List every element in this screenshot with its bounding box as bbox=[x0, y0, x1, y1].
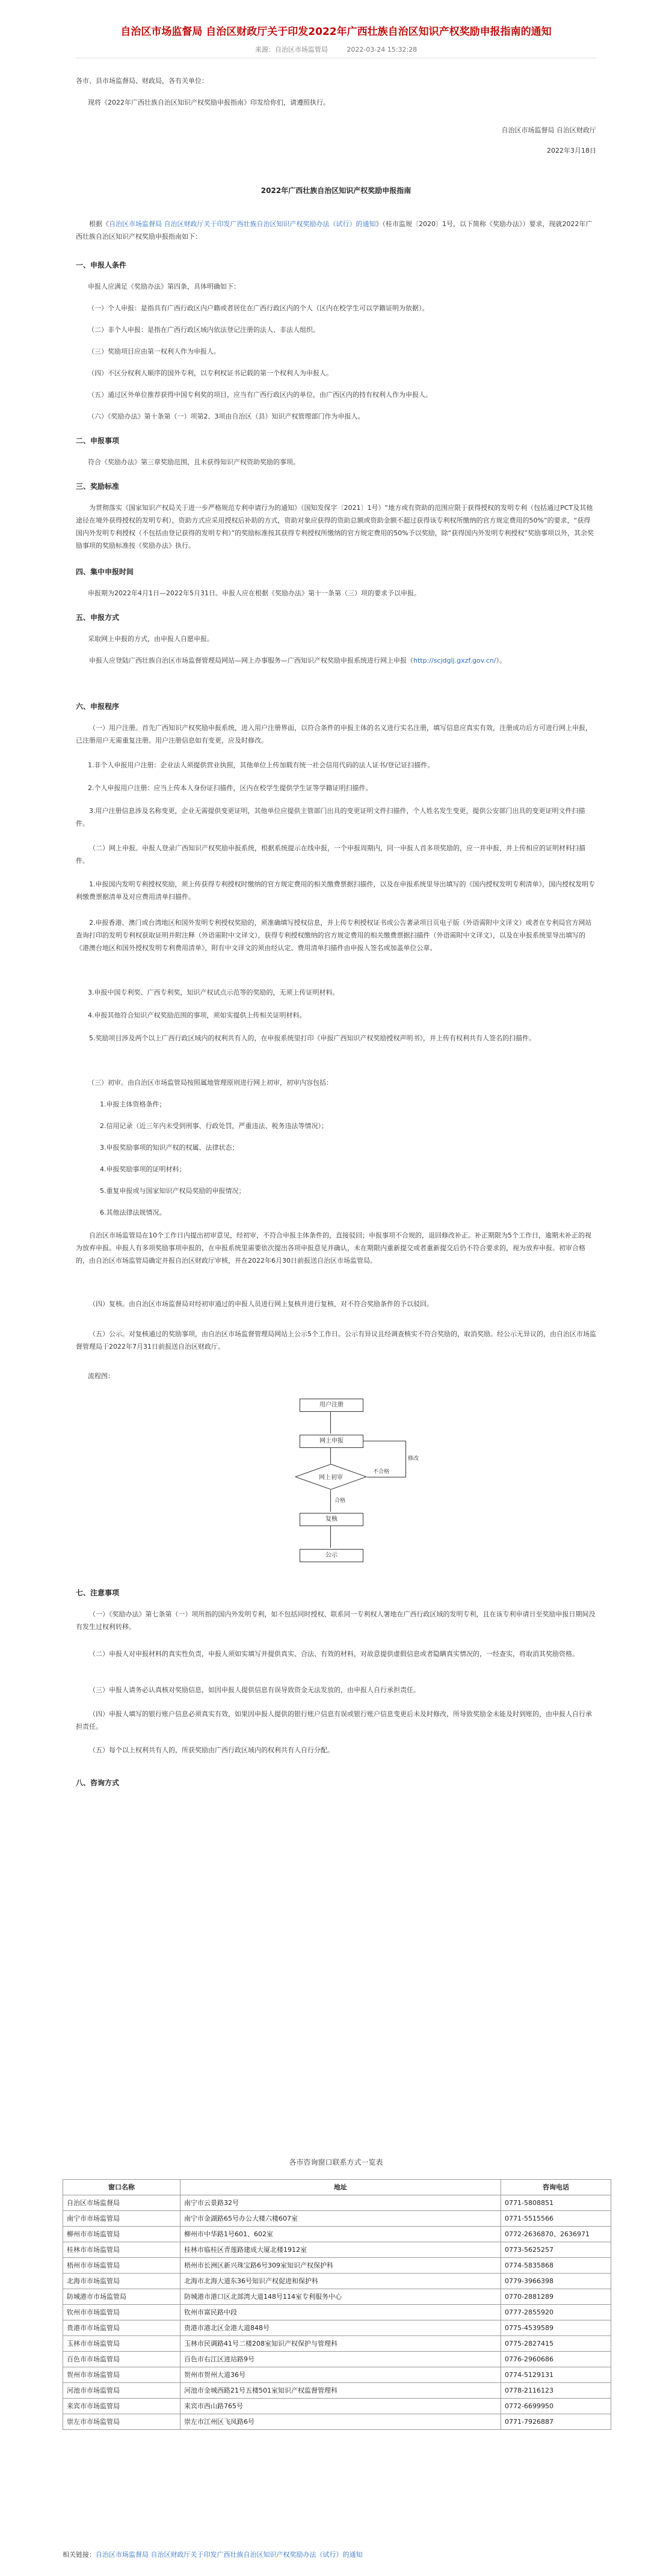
table-cell: 桂林市市场监管局 bbox=[63, 2242, 180, 2258]
flow-connector bbox=[330, 1448, 331, 1464]
table-cell: 防城港市市场监管局 bbox=[63, 2289, 180, 2305]
list-item: （二）申报人对申报材料的真实性负责，申报人须如实填写并提供真实、合法、有效的材料，对故意提供虚假信息或者隐瞒真实情况的，一经查实，将取消其奖励资格。 bbox=[89, 1650, 579, 1658]
list-item: （五）通过区外单位推荐获得中国专利奖的项目，应当有广西行政区内的单位，由广西区内的持有权利人作为申报人。 bbox=[88, 391, 432, 399]
list-item: （五）每个以上权利共有人的，所获奖励由广西行政区域内的权利共有人自行分配。 bbox=[89, 1746, 334, 1754]
list-item: （六）《奖励办法》第十条第（一）项第2、3项由自治区（县）知识产权管理部门作为申报人。 bbox=[88, 412, 365, 420]
table-cell: 贺州市市场监管局 bbox=[63, 2367, 180, 2383]
list-item: 5.重复申报或与国家知识产权局奖励的申报情况； bbox=[100, 1187, 245, 1195]
table-cell: 贺州市贺州大道36号 bbox=[180, 2367, 501, 2383]
guide-title: 2022年广西壮族自治区知识产权奖励申报指南 bbox=[260, 186, 412, 195]
list-item: 1.申报国内发明专利授权奖励，须上传获得专利授权时缴纳的官方规定费用的相关缴费票据扫描件，以及在申报系统里导出填写的《国内授权发明专利清单》，国内授权发明专利缴费票据清单及对应费用清单扫描件。 bbox=[76, 880, 595, 901]
paragraph: 申报期为2022年4月1日—2022年5月31日。申报人应在根据《奖励办法》第十一条第（三）项的要求予以申报。 bbox=[88, 589, 421, 597]
paragraph: （五）公示。对复核通过的奖励事项，由自治区市场监督管理局网站上公示5个工作日。公示有异议且经调查核实不符合奖励的，取消奖励。经公示无异议的，由自治区市场监督管理局于2022年7月31日前报送自治区财政厅。 bbox=[76, 1330, 596, 1351]
section-heading: 一、申报人条件 bbox=[76, 261, 127, 269]
table-row bbox=[63, 2258, 611, 2274]
table-cell: 0777-2855920 bbox=[501, 2305, 611, 2320]
table-cell: 自治区市场监督局 bbox=[63, 2195, 180, 2211]
table-row bbox=[63, 2399, 611, 2414]
table-row bbox=[63, 2367, 611, 2383]
table-cell: 0774-5835868 bbox=[501, 2258, 611, 2274]
table-cell: 桂林市临桂区青莲路建成大厦北楼1912室 bbox=[180, 2242, 501, 2258]
list-item: 3.申报奖励事项的知识产权的权属、法律状态； bbox=[100, 1144, 239, 1152]
table-cell: 崇左市市场监管局 bbox=[63, 2414, 180, 2430]
table-cell: 南宁市金湖路65号办公大楼六楼607室 bbox=[180, 2211, 501, 2227]
table-cell: 玉林市市场监管局 bbox=[63, 2336, 180, 2352]
table-cell: 玉林市民调路41号二楼208室知识产权保护与管理科 bbox=[180, 2336, 501, 2352]
table-row bbox=[63, 2227, 611, 2242]
list-item: （四）不区分权利人顺序的国外专利，以专利权证书记载的第一个权利人为申报人。 bbox=[88, 369, 333, 377]
list-item: （三）奖励项目应由第一权利人作为申报人。 bbox=[88, 348, 220, 355]
section-heading: 五、申报方式 bbox=[76, 613, 120, 622]
list-item: 2.申报香港、澳门或台湾地区和国外发明专利授权奖励的，须准确填写授权信息，并上传专利授权证书或公告著录项目页电子版（外语需附中文译文）或者在专利局官方网站查询打印的发明专利权获取证明并附注释（外语需附中文译文），获得专利授权缴纳的官方规定费用的相关缴费票据扫描件（外语需附中文译文），以及在申报系统里导出填写的《港澳台地区和国外授权发明专利费用清单》，附有中文译文的须由经认定、费用清单扫描件由申报人签名或加盖单位公章。 bbox=[76, 919, 592, 952]
table-cell: 防城港市港口区北部湾大道148号114室专利服务中心 bbox=[180, 2289, 501, 2305]
list-item: 2.信用记录（近三年内未受到刑事、行政处罚，严重违法、税务违法等情况）； bbox=[100, 1122, 328, 1130]
issuers: 自治区市场监督局 自治区财政厅 bbox=[501, 126, 596, 134]
table-header-row bbox=[63, 2180, 611, 2195]
table-row bbox=[63, 2274, 611, 2289]
list-item: 3.用户注册信息涉及名称变更，企业无需提供变更证明，其他单位应提供主管部门出具的变更证明文件扫描件，个人姓名发生变更，提供公安部门出具的变更证明文件扫描件。 bbox=[76, 807, 585, 827]
table-cell: 0773-5625257 bbox=[501, 2242, 611, 2258]
table-cell: 贵港市港北区金港大道848号 bbox=[180, 2320, 501, 2336]
list-item: 1.非个人申报用户注册：企业法人须提供营业执照，其他单位上传加载有统一社会信用代码的法人证书/登记证扫描件。 bbox=[88, 761, 434, 769]
table-cell: 百色市右江区进站路9号 bbox=[180, 2352, 501, 2367]
list-item: 5.奖励项目涉及两个以上广西行政区域内的权利共有人的，在申报系统里打印《申报广西知识产权奖励授权声明书》，并上传有权利共有人签名的扫描件。 bbox=[89, 1034, 535, 1042]
table-cell: 0771-5808851 bbox=[501, 2195, 611, 2211]
table-cell: 北海市市场监管局 bbox=[63, 2274, 180, 2289]
publish-date: 2022-03-24 15:32:28 bbox=[347, 46, 418, 54]
flow-label-pass: 合格 bbox=[334, 1498, 346, 1504]
related-links: 相关链接：自治区市场监督局 自治区财政厅关于印发广西壮族自治区知识产权奖励办法（试行）的通知 bbox=[63, 2551, 363, 2559]
list-item: （一）个人申报：是指具有广西行政区内户籍或者居住在广西行政区内的个人（区内在校学生可以学籍证明为依据）。 bbox=[88, 304, 429, 312]
column-header: 窗口名称 bbox=[63, 2180, 180, 2195]
table-cell: 柳州市市场监管局 bbox=[63, 2227, 180, 2242]
table-cell: 梧州市长洲区新兴珠宝路6号309室知识产权保护科 bbox=[180, 2258, 501, 2274]
flow-node-register: 用户注册 bbox=[300, 1399, 363, 1412]
table-cell: 0772-2636870、2636971 bbox=[501, 2227, 611, 2242]
section-heading: 七、注意事项 bbox=[76, 1589, 120, 1597]
list-item: （二）非个人申报：是指在广西行政区域内依法登记注册的法人、非法人组织。 bbox=[88, 326, 319, 334]
table-row bbox=[63, 2414, 611, 2430]
table-cell: 崇左市江州区飞凤路6号 bbox=[180, 2414, 501, 2430]
table-row bbox=[63, 2242, 611, 2258]
flow-connector bbox=[405, 1441, 406, 1477]
table-cell: 0778-2116123 bbox=[501, 2383, 611, 2399]
section-heading: 二、申报事项 bbox=[76, 437, 120, 445]
table-row bbox=[63, 2320, 611, 2336]
contact-table bbox=[63, 2179, 611, 2430]
table-cell: 0776-2960686 bbox=[501, 2352, 611, 2367]
section-heading: 四、集中申报时间 bbox=[76, 568, 134, 576]
table-cell: 0771-7926887 bbox=[501, 2414, 611, 2430]
table-cell: 河池市市场监管局 bbox=[63, 2383, 180, 2399]
paragraph: 申报人应登陆广西壮族自治区市场监督管理局网站—网上办事服务—广西知识产权奖励申报系统进行网上申报（http://scjdglj.gxzf.gov.cn/）。 bbox=[89, 657, 507, 664]
table-cell: 0774-5129131 bbox=[501, 2367, 611, 2383]
table-cell: 钦州市市场监管局 bbox=[63, 2305, 180, 2320]
list-item: 4.申报其他符合知识产权奖励范围的事项，须如实提供上传相关证明材料。 bbox=[88, 1011, 306, 1019]
list-item: （一）《奖励办法》第七条第（一）项所指的国内外发明专利，如不包括同时授权、联系同一专利权人署地在广西行政区域的发明专利，且在该专利申请日至奖励申报日期间没有发生过权利转移。 bbox=[76, 1610, 596, 1631]
section-heading: 三、奖励标准 bbox=[76, 482, 120, 491]
list-item: （四）申报人填写的银行账户信息必须真实有效，如果因申报人提供的银行账户信息有误或银行账户信息变更后未及时修改，所导致奖励金未能及时到账的，由申报人自行承担责任。 bbox=[76, 1710, 592, 1731]
table-cell: 北海市北海大道东36号知识产权促进和保护科 bbox=[180, 2274, 501, 2289]
list-item: 6.其他法律法规情况。 bbox=[100, 1209, 166, 1216]
table-cell: 贵港市市场监管局 bbox=[63, 2320, 180, 2336]
flow-label-fail: 不合格 bbox=[373, 1469, 390, 1475]
article-meta bbox=[0, 44, 672, 54]
section-heading: 六、申报程序 bbox=[76, 702, 120, 711]
table-row bbox=[63, 2211, 611, 2227]
related-link[interactable]: 自治区市场监督局 自治区财政厅关于印发广西壮族自治区知识产权奖励办法（试行）的通知 bbox=[96, 2551, 363, 2559]
table-cell: 南宁市市场监管局 bbox=[63, 2211, 180, 2227]
table-row bbox=[63, 2336, 611, 2352]
paragraph: 申报人应满足《奖励办法》第四条，具体明确如下： bbox=[88, 283, 240, 290]
table-cell: 0775-4539589 bbox=[501, 2320, 611, 2336]
system-link[interactable]: http://scjdglj.gxzf.gov.cn/ bbox=[413, 657, 496, 664]
column-header: 咨询电话 bbox=[501, 2180, 611, 2195]
paragraph: （一）用户注册。首先广西知识产权奖励申报系统，进入用户注册界面，以符合条件的申报主体的名义进行实名注册，填写信息应真实有效，注册成功后方可进行网上申报，已注册用户无需重复注册。用户注册信息如有变更，应及时修改。 bbox=[76, 724, 592, 744]
table-cell: 0772-6699950 bbox=[501, 2399, 611, 2414]
table-row bbox=[63, 2305, 611, 2320]
list-item: 4.申报奖励事项的证明材料； bbox=[100, 1165, 186, 1173]
table-cell: 0771-5515566 bbox=[501, 2211, 611, 2227]
guide-intro: 根据《自治区市场监督局 自治区财政厅关于印发广西壮族自治区知识产权奖励办法（试行）的通知》（桂市监规〔2020〕1号，以下简称《奖励办法》）要求，现就2022年广西壮族自治区知识产权奖励申报指南如下： bbox=[76, 220, 593, 241]
paragraph: （四）复核。由自治区市场监督局对经初审通过的申报人员进行网上复核并进行复核，对不符合奖励条件的予以驳回。 bbox=[89, 1300, 433, 1308]
table-cell: 来宾市西山路765号 bbox=[180, 2399, 501, 2414]
policy-link[interactable]: 自治区市场监督局 自治区财政厅关于印发广西壮族自治区知识产权奖励办法（试行）的通知 bbox=[109, 220, 376, 228]
table-cell: 百色市市场监管局 bbox=[63, 2352, 180, 2367]
table-cell: 柳州市中华路1号601、602室 bbox=[180, 2227, 501, 2242]
paragraph: 为贯彻落实《国家知识产权局关于进一步严格规范专利申请行为的通知》（国知发保字〔2021〕1号）“地方或有资助的范围应限于获得授权的发明专利（包括通过PCT及其他途径在境外获得授权的发明专利），资助方式应采用授权后补助的方式，资助对象应获得的资助总额或资助金额不超过获得该专利权所缴纳的官方规定费用的50%”的要求，“获得国内外发明专利授权（不包括由登记获得的发明专利）”的奖励标准按其获得专利授权所缴纳的官方规定费用的50%予以奖励，除“获得国内外发明专利授权”奖励事项以外，其余奖励事项的奖励标准按《奖励办法》执行。 bbox=[76, 504, 594, 550]
notice-body: 现将《2022年广西壮族自治区知识产权奖励申报指南》印发给你们，请遵照执行。 bbox=[88, 99, 330, 106]
flowchart-label: 流程图： bbox=[88, 1372, 114, 1380]
flow-node-publicize: 公示 bbox=[300, 1549, 363, 1562]
flow-label-revise: 修改 bbox=[408, 1456, 419, 1462]
flow-node-recheck: 复核 bbox=[300, 1513, 363, 1526]
table-cell: 来宾市市场监管局 bbox=[63, 2399, 180, 2414]
table-cell: 河池市金城西路21号五楼501室知识产权监督管理科 bbox=[180, 2383, 501, 2399]
paragraph: 采取网上申报的方式，由申报人自愿申报。 bbox=[88, 635, 214, 643]
list-item: （三）申报人请务必认真核对奖励信息，如因申报人提供信息有误导致资金无法发放的，由申报人自行承担责任。 bbox=[89, 1686, 420, 1694]
table-caption: 各市咨询窗口联系方式一览表 bbox=[289, 2158, 383, 2167]
greeting: 各市、县市场监督局、财政局，各有关单位： bbox=[76, 77, 208, 85]
issue-date: 2022年3月18日 bbox=[547, 147, 596, 155]
table-cell: 0770-2881289 bbox=[501, 2289, 611, 2305]
page-title: 自治区市场监督局 自治区财政厅关于印发2022年广西壮族自治区知识产权奖励申报指南的通知 bbox=[120, 26, 552, 38]
flow-node-apply: 网上申报 bbox=[300, 1435, 363, 1448]
table-cell: 南宁市云景路32号 bbox=[180, 2195, 501, 2211]
table-row bbox=[63, 2352, 611, 2367]
flow-connector bbox=[330, 1526, 331, 1548]
table-cell: 0775-2827415 bbox=[501, 2336, 611, 2352]
paragraph: 符合《奖励办法》第三章奖励范围，且未获得知识产权资助奖励的事项。 bbox=[88, 458, 300, 466]
source-label: 来源：自治区市场监管局 bbox=[254, 46, 328, 54]
paragraph: 自治区市场监管局在10个工作日内提出初审意见，经初审，不符合申报主体条件的，直接驳回；申报事项不合规的，退回修改补正。补正期限为5个工作日，逾期未补正的视为放弃申报。申报人有多项奖励事项申报的，在申报系统里需要依次提出各项申报意见并确认，未在期限内重新提交或者重新提交后仍不符合要求的，视为放弃申报。初审合格的，由自治区市场监管局确定并报自治区财政厅审核，并在2022年6月30日前报送自治区市场监管局。 bbox=[76, 1231, 591, 1265]
paragraph: （三）初审。由自治区市场监管局按照属地管理原则进行网上初审，初审内容包括： bbox=[88, 1079, 333, 1087]
table-cell: 0779-3966398 bbox=[501, 2274, 611, 2289]
flow-connector bbox=[330, 1490, 331, 1512]
table-cell: 钦州市富民路中段 bbox=[180, 2305, 501, 2320]
column-header: 地址 bbox=[180, 2180, 501, 2195]
flow-node-review: 网上初审 bbox=[319, 1474, 343, 1481]
list-item: 1.申报主体资格条件； bbox=[100, 1100, 166, 1108]
list-item: 2.个人申报用户注册：应当上传本人身份证扫描件，区内在校学生提供学生证等学籍证明扫描件。 bbox=[88, 784, 372, 792]
section-heading: 八、咨询方式 bbox=[76, 1779, 120, 1787]
list-item: 3.申报中国专利奖、广西专利奖，知识产权试点示范等的奖励的，无须上传证明材料。 bbox=[88, 989, 339, 996]
table-row bbox=[63, 2383, 611, 2399]
table-cell: 梧州市市场监管局 bbox=[63, 2258, 180, 2274]
flow-connector bbox=[330, 1412, 331, 1434]
paragraph: （二）网上申报。申报人登录广西知识产权奖励申报系统，根据系统提示在线申报，一个申报周期内，同一申报人首多项奖励的，应一并申报，并上传相应的证明材料扫描件。 bbox=[76, 844, 585, 865]
table-row bbox=[63, 2195, 611, 2211]
table-row bbox=[63, 2289, 611, 2305]
